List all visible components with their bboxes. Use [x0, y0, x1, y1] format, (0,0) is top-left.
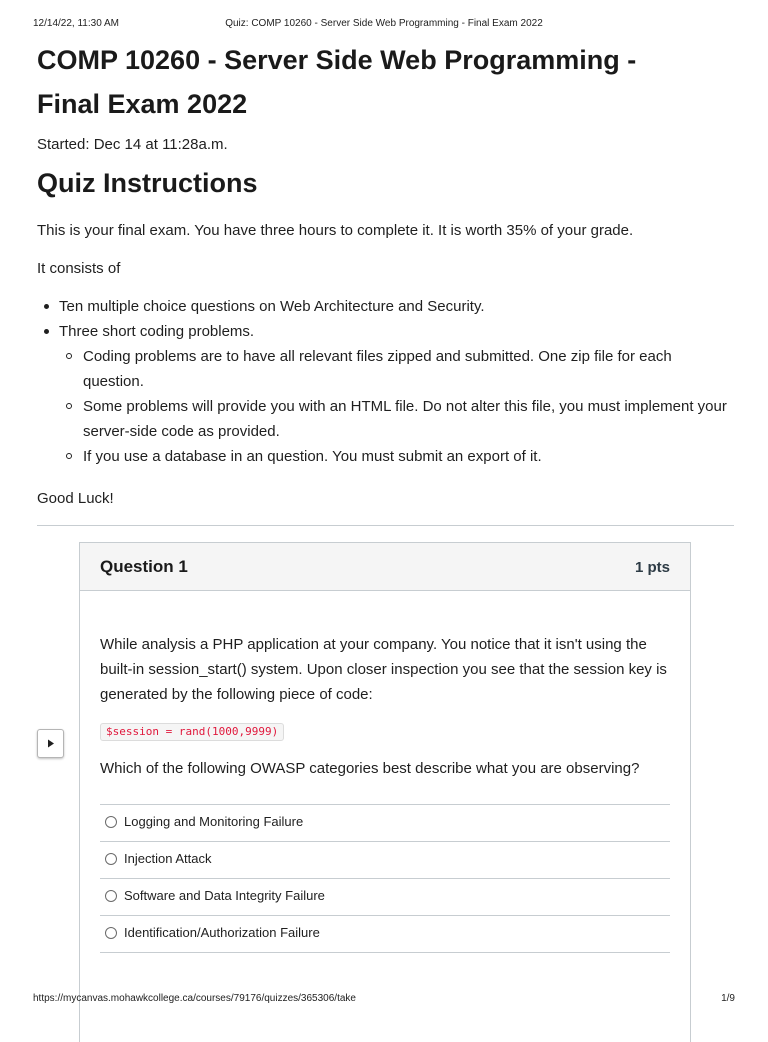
- question-header: [80, 543, 690, 591]
- instructions-sub-item: Coding problems are to have all relevant files zipped and submitted. One zip file for each question.: [83, 344, 734, 394]
- instructions-item: [59, 294, 734, 319]
- print-timestamp: 12/14/22, 11:30 AM: [33, 18, 119, 29]
- question-text: While analysis a PHP application at your company. You notice that it isn't using the built-in session_start() system. Upon closer inspection you see that the session key is generated by the following piece of code:: [100, 636, 667, 703]
- question-points: 1 pts: [634, 559, 670, 576]
- quiz-title-line2: Final Exam 2022: [37, 89, 248, 119]
- instructions-item: [59, 319, 734, 469]
- question-prompt: Which of the following OWASP categories best describe what you are observing?: [100, 760, 640, 777]
- instructions-closing: Good Luck!: [37, 490, 114, 507]
- question-title: Question 1: [100, 557, 188, 576]
- page-number: 1/9: [721, 993, 735, 1004]
- print-footer: [33, 993, 735, 1007]
- answer-option[interactable]: [100, 879, 670, 916]
- radio-unchecked-icon[interactable]: [105, 816, 117, 828]
- instructions-consists-of: It consists of: [37, 260, 121, 277]
- print-document-title: Quiz: COMP 10260 - Server Side Web Programming - Final Exam 2022: [225, 18, 543, 29]
- instructions-sub-item: If you use a database in an question. You must submit an export of it.: [83, 444, 734, 469]
- instructions-intro: This is your final exam. You have three hours to complete it. It is worth 35% of your grade.: [37, 222, 634, 239]
- answer-label[interactable]: Logging and Monitoring Failure: [124, 814, 304, 829]
- answer-option[interactable]: [100, 916, 670, 953]
- quiz-title-line1: COMP 10260 - Server Side Web Programming -: [37, 45, 637, 75]
- instructions-sub-item: Some problems will provide you with an HTML file. Do not alter this file, you must implement your server-side code as provided.: [83, 394, 734, 444]
- answer-label[interactable]: Software and Data Integrity Failure: [124, 888, 325, 903]
- answer-option[interactable]: [100, 842, 670, 879]
- instructions-list: [37, 294, 734, 469]
- answer-label[interactable]: Identification/Authorization Failure: [124, 925, 320, 940]
- print-header: [33, 18, 735, 32]
- code-snippet: $session = rand(1000,9999): [100, 723, 284, 741]
- instructions-item-text: Ten multiple choice questions on Web Architecture and Security.: [59, 298, 485, 315]
- answer-option[interactable]: [100, 805, 670, 842]
- question-card: [79, 542, 691, 1042]
- instructions-item-text: Three short coding problems.: [59, 323, 255, 340]
- radio-unchecked-icon[interactable]: [105, 853, 117, 865]
- quiz-title: [37, 38, 734, 126]
- question-body: [80, 591, 690, 953]
- question-nav-button[interactable]: [37, 729, 64, 758]
- answer-label[interactable]: Injection Attack: [124, 851, 212, 866]
- instructions-heading: Quiz Instructions: [37, 168, 258, 198]
- quiz-content: [37, 38, 734, 526]
- started-time: Started: Dec 14 at 11:28a.m.: [37, 136, 228, 153]
- instructions-sub-list: [59, 344, 734, 469]
- radio-unchecked-icon[interactable]: [105, 890, 117, 902]
- radio-unchecked-icon[interactable]: [105, 927, 117, 939]
- section-divider: [37, 525, 734, 526]
- play-arrow-icon: [47, 739, 55, 748]
- page-url: https://mycanvas.mohawkcollege.ca/courses/79176/quizzes/365306/take: [33, 993, 356, 1004]
- answer-list: [100, 804, 670, 953]
